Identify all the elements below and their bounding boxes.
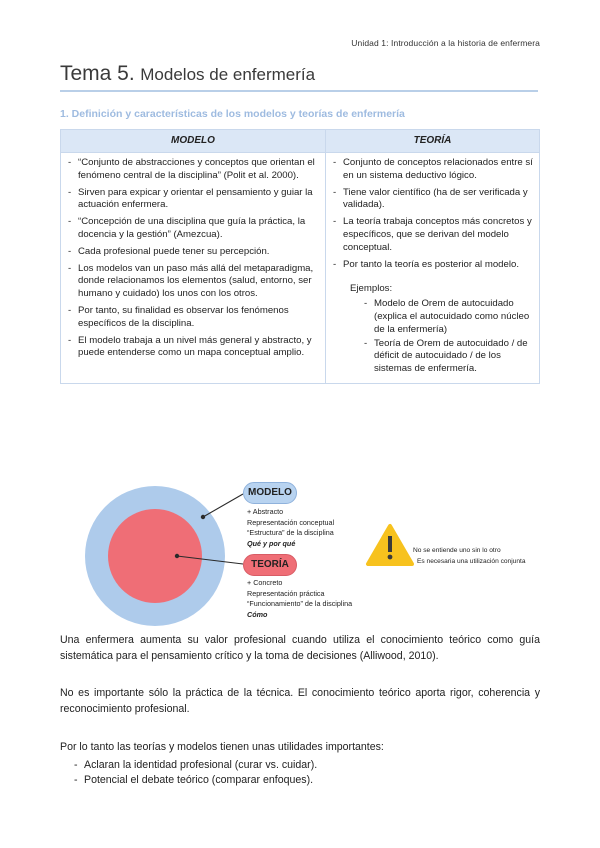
title-text: Modelos de enfermería [140,65,316,84]
modelo-label: MODELO [243,482,297,504]
modelo-note: “Estructura” de la disciplina [247,528,334,537]
teoria-pointer-dot [175,554,179,558]
page-header: Unidad 1: Introducción a la historia de enfermera [351,38,540,48]
model-theory-diagram [85,476,555,636]
teoria-note: “Funcionamiento” de la disciplina [247,599,353,608]
warning-triangle-icon [368,526,412,564]
list-item: - Por tanto, su finalidad es observar los fenómenos específicos de la disciplina. [67,305,319,331]
modelo-note: + Abstracto [247,507,284,516]
examples-block [350,283,533,376]
teoria-question: Cómo [247,609,268,619]
modelo-note: Representación conceptual [247,517,335,527]
modelo-question: Qué y por qué [247,538,296,548]
utility-item: - Potencial el debate teórico (comparar enfoques). [74,773,540,789]
warning-text [413,545,526,567]
paragraph: Por lo tanto las teorías y modelos tienen unas utilidades importantes: [60,741,384,753]
list-item: - La teoría trabaja conceptos más concretos y específicos, que se derivan del modelo conceptual. [332,216,533,254]
list-item: - El modelo trabaja a un nivel más general y abstracto, y puede entenderse como un mapa conceptual amplio. [67,335,319,361]
warning-line: Es necesaria una utilización conjunta [417,558,526,565]
examples-label: Ejemplos: [350,283,393,295]
paragraph: Una enfermera aumenta su valor profesional cuando utiliza el conocimiento teórico como guía sistemática para el pensamiento crítico y la toma de decisiones (Alliwood, 2010). [60,634,540,662]
list-item: - Por tanto la teoría es posterior al modelo. [332,259,533,272]
list-item: - Conjunto de conceptos relacionados entre sí en un sistema deductivo lógico. [332,157,533,183]
paragraph-with-list [60,740,540,789]
page-title [60,62,538,92]
list-item: - “Concepción de una disciplina que guía la práctica, la docencia y la gestión” (Amezcua). [67,216,319,242]
modelo-notes [247,507,334,549]
comparison-table [60,129,540,384]
warning-line: No se entiende uno sin lo otro [413,547,501,554]
section-heading: 1. Definición y características de los modelos y teorías de enfermería [60,108,405,120]
modelo-cell [61,153,326,384]
list-item: - Los modelos van un paso más allá del metaparadigma, donde relacionamos los elementos (salud, entorno, ser humano y cuidado) los unos con los otros. [67,263,319,301]
example-item: - Modelo de Orem de autocuidado (explica el autocuidado como núcleo de la enfermería) [364,298,533,336]
paragraph: No es importante sólo la práctica de la técnica. El conocimiento teórico aporta rigor, coherencia y reconocimiento profesional. [60,687,540,715]
teoria-note: + Concreto [247,578,283,587]
teoria-notes [247,578,352,620]
teoria-note: Representación práctica [247,588,325,598]
list-item: - Cada profesional puede tener su percepción. [67,246,319,259]
list-item: - “Conjunto de abstracciones y conceptos que orientan el fenómeno central de la disciplina” (Polit et al. 2000). [67,157,319,183]
teoria-cell [326,153,540,384]
teoria-label: TEORÍA [243,554,297,576]
list-item: - Sirven para expicar y orientar el pensamiento y guiar la actuación enfermera. [67,187,319,213]
example-item: - Teoría de Orem de autocuidado / de déficit de autocuidado / de los sistemas de enfermería. [364,338,533,376]
modelo-pointer-line [203,494,243,517]
column-header-modelo: MODELO [61,130,326,153]
title-number: Tema 5. [60,62,135,85]
column-header-teoria: TEORÍA [326,130,540,153]
modelo-pointer-dot [201,515,205,519]
list-item: - Tiene valor científico (ha de ser verificada y validada). [332,187,533,213]
teoria-circle [108,509,202,603]
utility-item: - Aclaran la identidad profesional (curar vs. cuidar). [74,758,540,774]
